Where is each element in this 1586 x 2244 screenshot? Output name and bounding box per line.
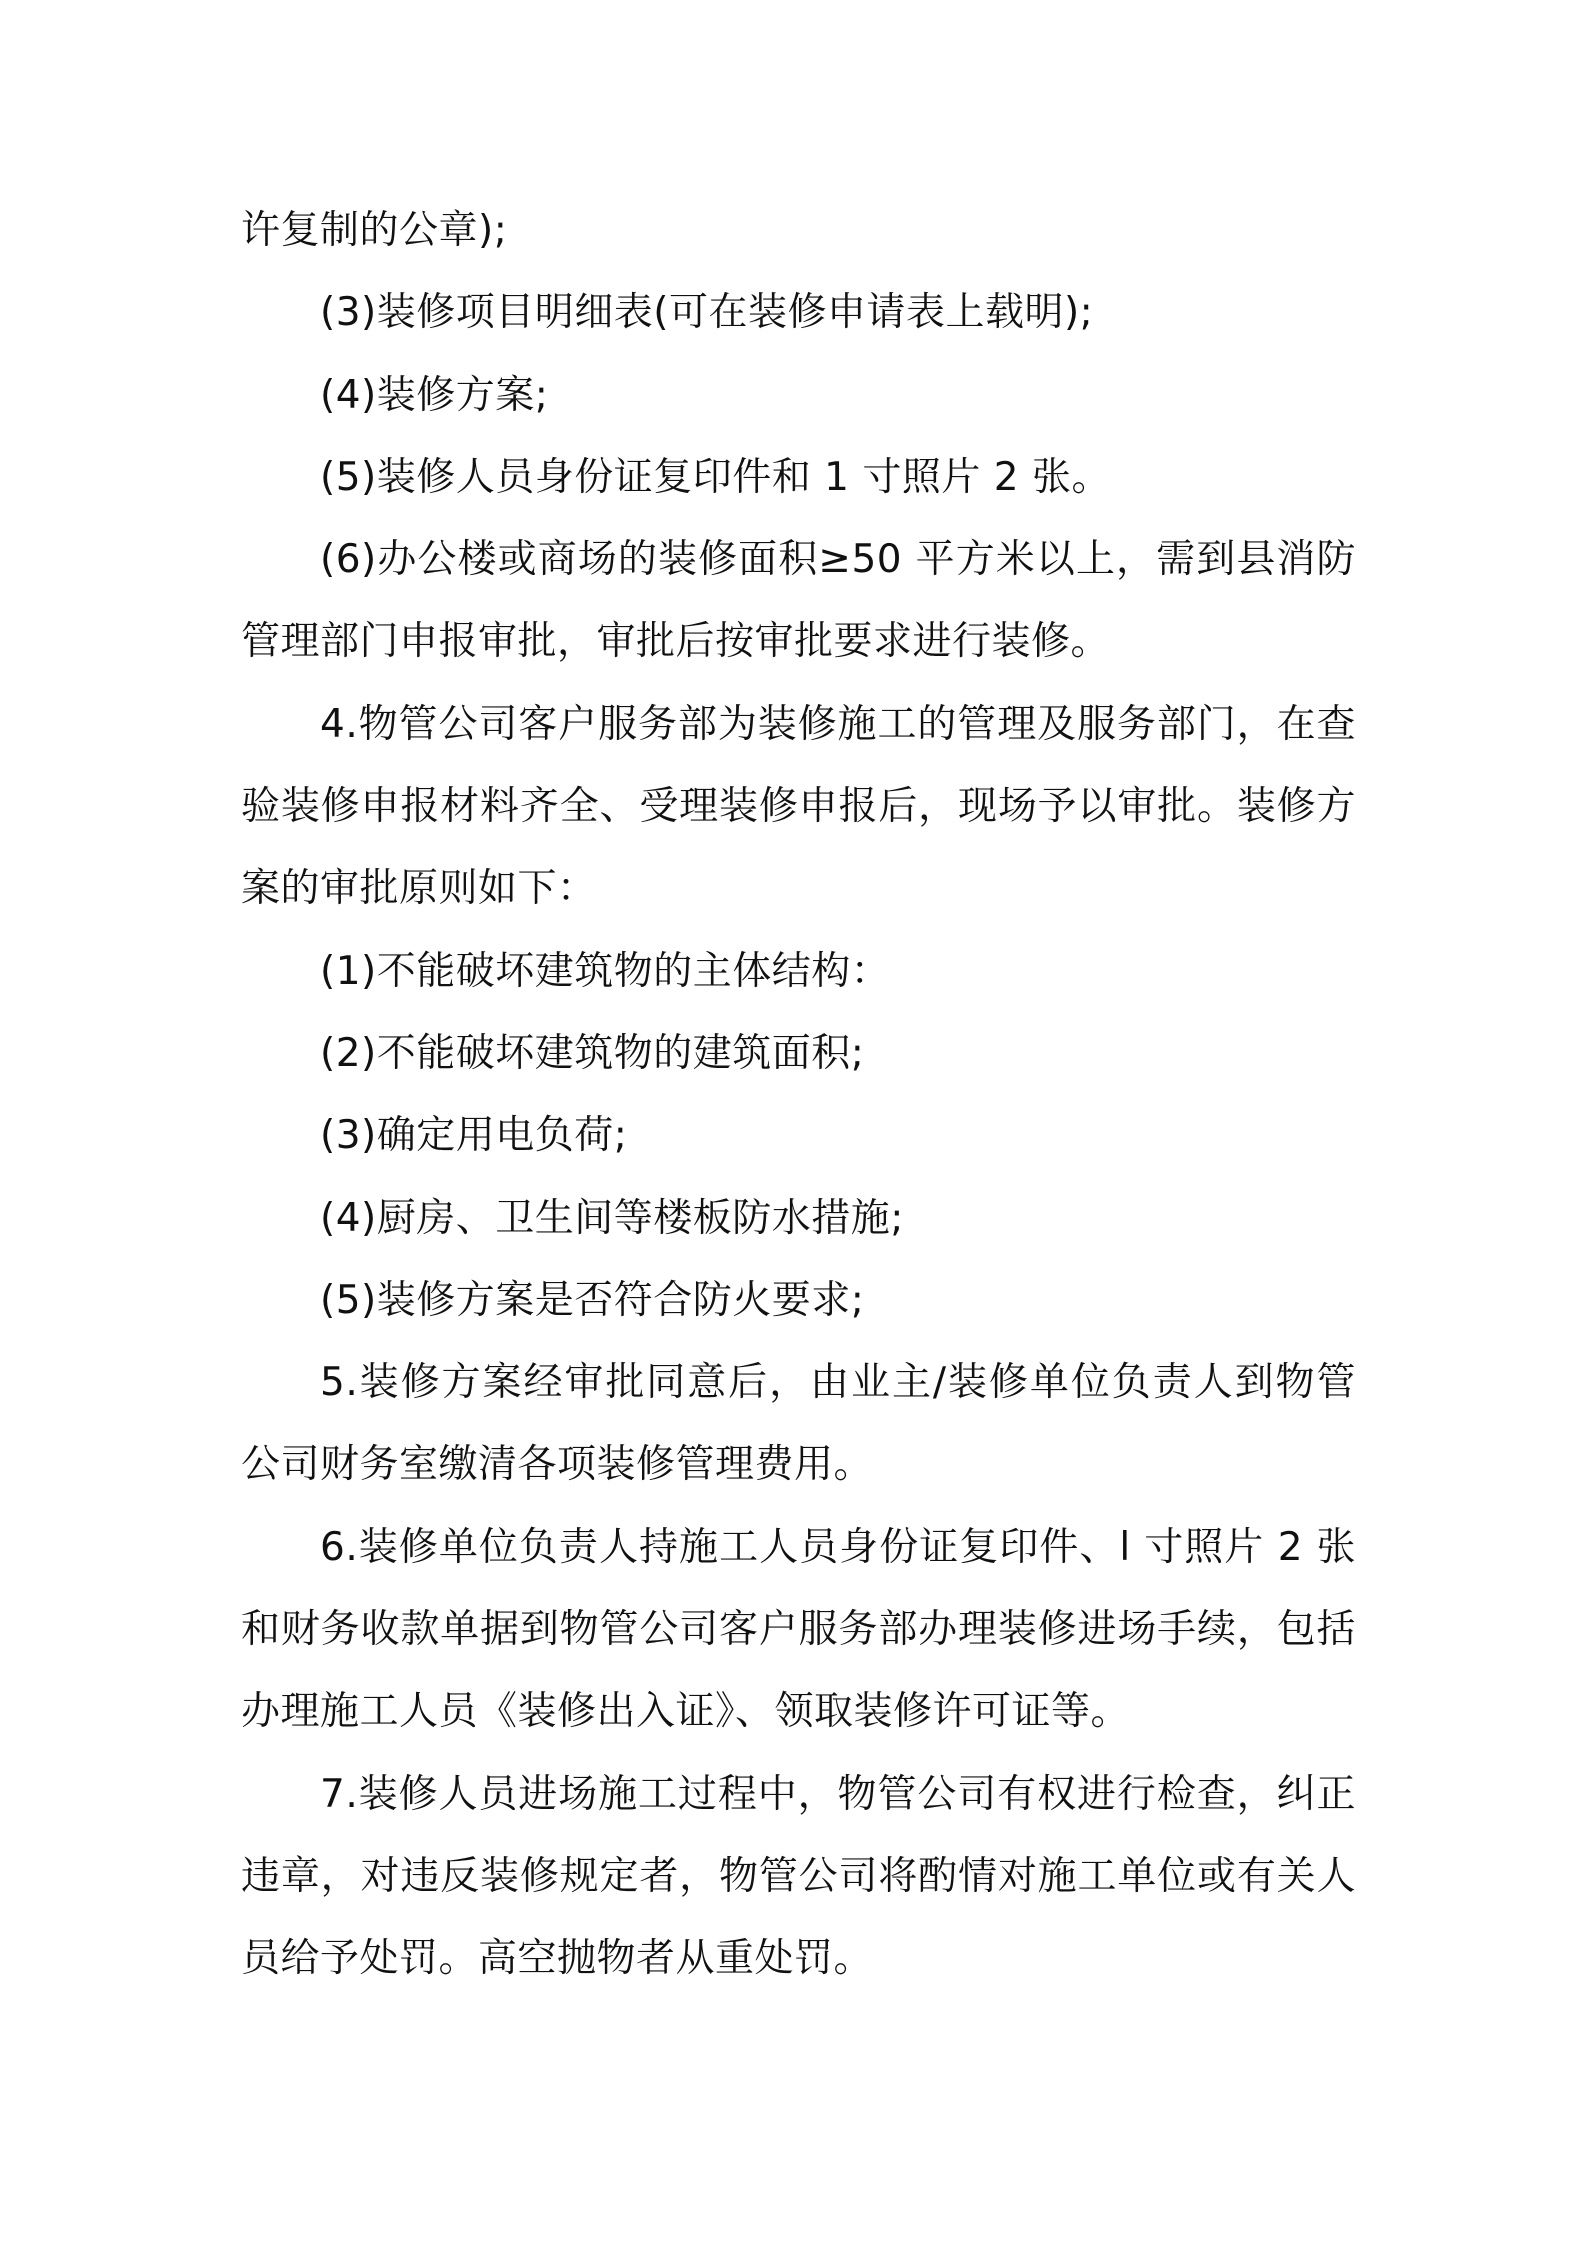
paragraph-list-item: (6)办公楼或商场的装修面积≥50 平方米以上，需到县消防管理部门申报审批，审批后按审批要求进行装修。 [241, 537, 1356, 665]
paragraph-section: 6.装修单位负责人持施工人员身份证复印件、l 寸照片 2 张和财务收款单据到物管公司客户服务部办理装修进场手续，包括办理施工人员《装修出入证》、领取装修许可证等。 [241, 1524, 1356, 1735]
paragraph-list-item: (3)确定用电负荷; [320, 1113, 628, 1159]
paragraph-list-item: (3)装修项目明细表(可在装修申请表上载明); [320, 290, 1094, 336]
paragraph-list-item: (5)装修方案是否符合防火要求; [320, 1277, 865, 1323]
paragraph-section: 7.装修人员进场施工过程中，物管公司有权进行检查，纠正违章，对违反装修规定者，物管公司将酌情对施工单位或有关人员给予处罚。高空抛物者从重处罚。 [241, 1771, 1356, 1982]
paragraph-list-item: (1)不能破坏建筑物的主体结构： [320, 948, 891, 994]
paragraph-continuation: 许复制的公章); [241, 208, 508, 253]
paragraph-list-item: (4)厨房、卫生间等楼板防水措施; [320, 1195, 904, 1241]
paragraph-list-item: (5)装修人员身份证复印件和 1 寸照片 2 张。 [320, 454, 1111, 500]
paragraph-list-item: (2)不能破坏建筑物的建筑面积; [320, 1030, 865, 1076]
document-body [241, 190, 1356, 2001]
paragraph-section: 4.物管公司客户服务部为装修施工的管理及服务部门，在查验装修申报材料齐全、受理装修申报后，现场予以审批。装修方案的审批原则如下： [241, 701, 1356, 912]
paragraph-list-item: (4)装修方案; [320, 372, 549, 418]
paragraph-section: 5.装修方案经审批同意后，由业主/装修单位负责人到物管公司财务室缴清各项装修管理费用。 [241, 1360, 1356, 1488]
